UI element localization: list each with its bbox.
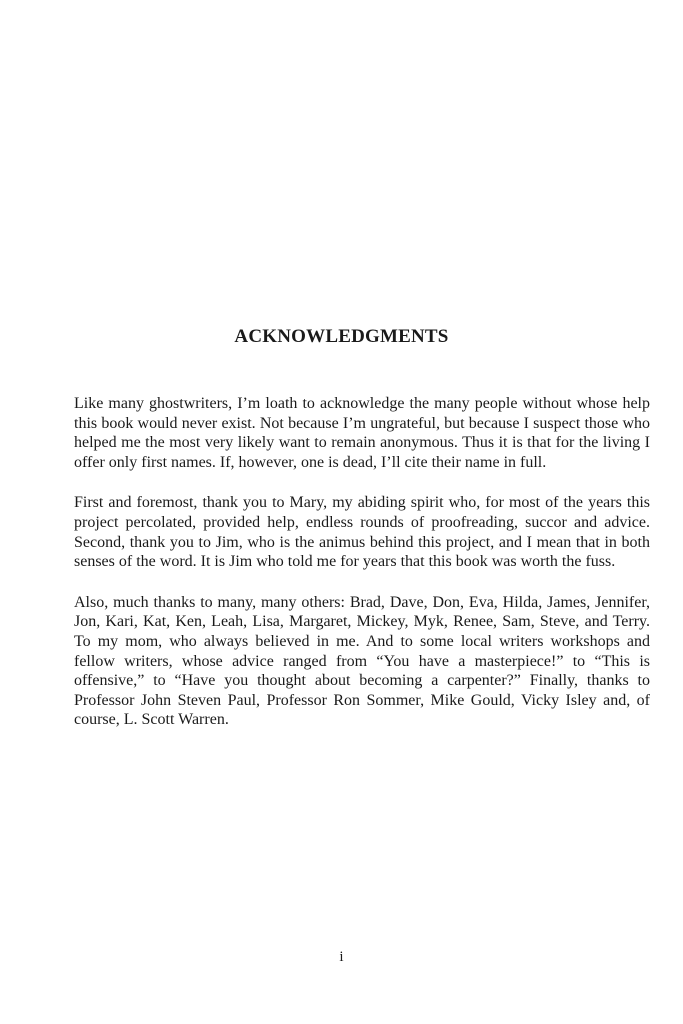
paragraph-intro: Like many ghostwriters, I’m loath to acknowledge the many people without whose help this book would never exist. Not because I’m ungrateful, but because I suspect those who helped me the most very likely want to remain anonymous. Thus it is that for the living I offer only first names. If, however, one is dead, I’ll cite their name in full.: [74, 395, 650, 471]
page-number: i: [339, 949, 344, 965]
page-title: ACKNOWLEDGMENTS: [234, 326, 449, 347]
acknowledgments-body: [74, 394, 650, 751]
paragraph-thanks-mary-jim: First and foremost, thank you to Mary, my abiding spirit who, for most of the years this project percolated, provided help, endless rounds of proofreading, succor and advice. Second, thank you to Jim, who is the animus behind this project, and I mean that in both senses of the word. It is Jim who told me for years that this book was worth the fuss.: [74, 494, 650, 571]
paragraph-thanks-others: Also, much thanks to many, many others: Brad, Dave, Don, Eva, Hilda, James, Jennifer, Jon, Kari, Kat, Ken, Leah, Lisa, Margaret, Mickey, Myk, Renee, Sam, Steve, and Terry. To my mom, who always believed in me. And to some local writers workshops and fellow writers, whose advice ranged from “You have a masterpiece!” to “This is offensive,” to “Have you thought about becoming a carpenter?” Finally, thanks to Professor John Steven Paul, Professor Ron Sommer, Mike Gould, Vicky Isley and, of course, L. Scott Warren.: [74, 593, 650, 729]
